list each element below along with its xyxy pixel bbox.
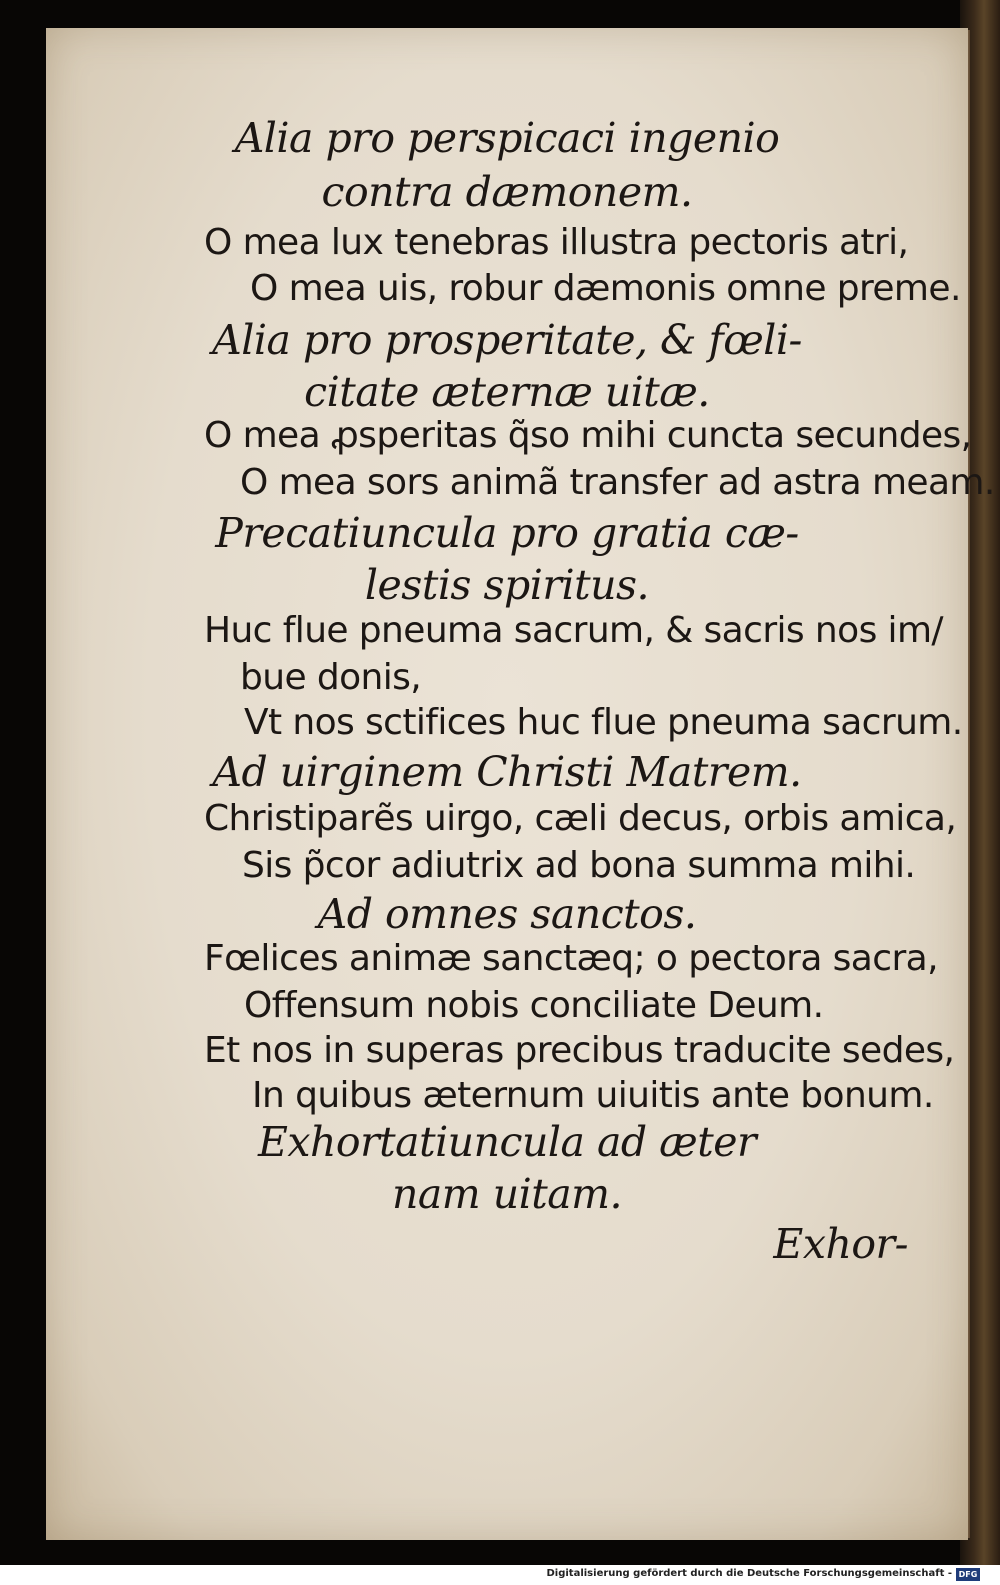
verse-line: O mea lux tenebras illustra pectoris atri, xyxy=(204,222,909,263)
verse-line: In quibus æternum uiuitis ante bonum. xyxy=(252,1075,934,1116)
dfg-logo: DFG xyxy=(956,1568,980,1581)
prayer-heading-prosperitate-cont: citate æternæ uitæ. xyxy=(304,368,710,416)
book-page xyxy=(46,28,995,1540)
prayer-heading-virgin: Ad uirginem Christi Matrem. xyxy=(212,748,802,796)
verse-line: Et nos in superas precibus traducite sedes, xyxy=(204,1030,955,1071)
verse-line: O mea ꝓsperitas q̃so mihi cuncta secundes, xyxy=(204,415,972,456)
prayer-heading-prosperitate: Alia pro prosperitate, & fœli- xyxy=(212,316,802,364)
prayer-heading-saints: Ad omnes sanctos. xyxy=(317,890,697,938)
prayer-heading-exhortation: Exhortatiuncula ad æter xyxy=(257,1118,757,1166)
prayer-heading-exhortation-cont: nam uitam. xyxy=(391,1170,623,1218)
funding-credit: Digitalisierung gefördert durch die Deutsche Forschungsgemeinschaft - xyxy=(546,1568,952,1579)
prayer-heading-spiritus-cont: lestis spiritus. xyxy=(364,561,650,609)
verse-line: Fœlices animæ sanctæq; o pectora sacra, xyxy=(204,938,938,979)
verse-line: bue donis, xyxy=(240,657,422,698)
prayer-heading-spiritus: Precatiuncula pro gratia cæ- xyxy=(215,509,799,557)
verse-line: Sis p̃cor adiutrix ad bona summa mihi. xyxy=(242,845,916,886)
verse-line: O mea sors animã transfer ad astra meam. xyxy=(240,462,995,503)
footer-bar xyxy=(0,1565,1000,1585)
verse-line: O mea uis, robur dæmonis omne preme. xyxy=(250,268,961,309)
prayer-heading-ingenio-cont: contra dæmonem. xyxy=(321,168,693,216)
catchword: Exhor- xyxy=(773,1220,908,1268)
verse-line: Offensum nobis conciliate Deum. xyxy=(244,985,824,1026)
verse-line: Christiparẽs uirgo, cæli decus, orbis amica, xyxy=(204,798,957,839)
verse-line: Vt nos sctifices huc flue pneuma sacrum. xyxy=(244,702,963,743)
verse-line: Huc flue pneuma sacrum, & sacris nos im/ xyxy=(204,610,943,651)
prayer-heading-ingenio: Alia pro perspicaci ingenio xyxy=(234,114,780,162)
